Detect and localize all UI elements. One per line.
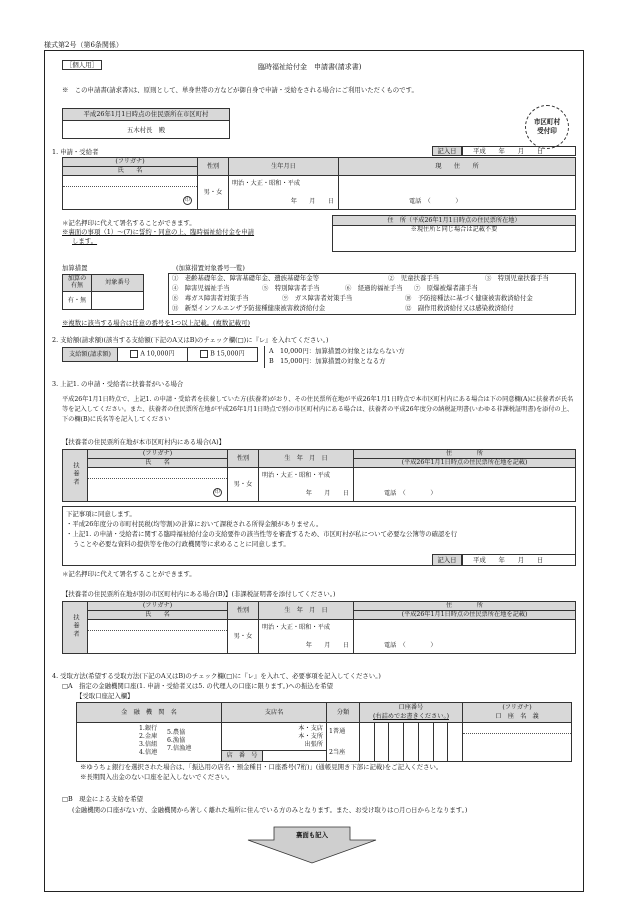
address-field[interactable]	[339, 176, 576, 210]
col-sex: 性別	[228, 602, 259, 620]
sex-field[interactable]: 男・女	[198, 176, 229, 210]
addressee-header: 平成26年1月1日時点の住民票所在市区町村	[63, 109, 229, 121]
addition-item-11: ⑪ 新型インフルエンザ予防接種健康被害救済給付金	[172, 304, 326, 312]
supporter-label: 扶養者	[63, 602, 88, 654]
section4-heading: 4. 受取方法(希望する受取方法(下記のA又はB)のチェック欄(□)に『レ』を入れて、必要事項を記入してください。)	[52, 672, 381, 680]
supporter-b-heading: 【扶養者の住民票所在地が別の市区町村内にある場合(B)】(非課税証明書を添付してください。)	[62, 590, 336, 598]
back-note: ※裏面の事項（1）～(7)に誓約・同意の上、臨時福祉給付金を申請	[62, 228, 255, 236]
addressee-box	[62, 108, 230, 139]
birth-field[interactable]	[229, 176, 339, 210]
col-address: 現 住 所	[339, 158, 576, 176]
consent-line-3: ・上記1. の申請・受給者に関する臨時福祉給付金の支給要件の該当性等を審査するため、市区町村が私について必要な公簿等の確認を行	[66, 530, 458, 538]
col-birth: 生 年 月 日	[259, 602, 354, 620]
usage-notice: ※ この申請書(請求書)は、原則として、単身世帯の方などが御自身で申請・受給をされる場合にご利用いただくものです。	[62, 86, 418, 94]
supporter-address-field[interactable]	[354, 468, 576, 502]
amount-note-a: A 10,000円：加算措置の対象とはならない方	[269, 347, 405, 355]
amount-option-b[interactable]	[187, 348, 257, 362]
account-heading: 【受取口座記入欄】	[76, 692, 134, 700]
supporter-birth-field[interactable]	[259, 468, 354, 502]
branch-number-label: 店 番 号	[222, 751, 263, 761]
bank-name-field[interactable]: 1.銀行 2.金庫 3.信組 4.信連 5.農協 6.漁協 7.信漁連	[77, 723, 222, 762]
account-holder-field[interactable]	[463, 723, 572, 762]
addition-item-12: ⑫ 副作用救済給付又は感染救済給付	[405, 304, 514, 312]
entry-date-label: 記入日	[432, 554, 462, 566]
supporter-sex-field[interactable]: 男・女	[228, 468, 259, 502]
amount-option-a[interactable]	[118, 348, 188, 362]
entry-date-field[interactable]: 平成 年 月 日	[462, 146, 576, 156]
section2-heading: 2. 支給額(請求額)(該当する支給額(下記のA又はB)のチェック欄(□)に『レ』を入れてください。)	[52, 336, 329, 344]
addition-item-10: ⑩ 予防接種法に基づく健康被害救済給付金	[405, 294, 533, 302]
supporter-b-table	[62, 601, 576, 654]
col-sex: 性別	[228, 450, 259, 468]
entry-date-label: 記入日	[432, 146, 462, 156]
col-birth: 生 年 月 日	[259, 450, 354, 468]
resident-address-table	[332, 215, 576, 252]
supporter-b-sex-field[interactable]: 男・女	[228, 620, 259, 654]
col-bank: 金 融 機 関 名	[77, 703, 222, 723]
supporter-b-address-field[interactable]	[354, 620, 576, 654]
col-address-sub: (平成26年1月1日時点の住民票所在地を記載)	[354, 459, 576, 468]
resident-field[interactable]	[333, 226, 576, 252]
col-furigana: (フリガナ)	[88, 450, 228, 459]
addition-note: ※複数に該当する場合は任意の番号を1つ以上記載。(複数記載可)	[62, 319, 250, 327]
sign-note: ＊記名押印に代えて署名することができます。	[62, 219, 196, 227]
col-account-number: 口座番号 (右詰めでお書きください。)	[360, 703, 463, 723]
col-branch: 支店名	[222, 703, 327, 723]
addition-item-5: ⑤ 特別障害者手当	[262, 284, 320, 292]
amount-notes	[264, 346, 414, 368]
applicant-table	[62, 157, 576, 210]
col-name: 氏 名	[63, 167, 198, 176]
col-holder: (フリガナ) 口 座 名 義	[463, 703, 572, 723]
branch-name-field[interactable]: 本・支店 本・支所 出張所 店 番 号	[222, 723, 327, 762]
col-sex: 性別	[198, 158, 229, 176]
account-type-field[interactable]: 1普通 2当座	[327, 723, 360, 762]
section1-heading: 1. 申請・受給者	[52, 148, 99, 156]
col-target-number: 対象番号	[92, 275, 144, 292]
addition-item-4: ④ 障害児福祉手当	[172, 284, 230, 292]
phone-label: 電話 （ ）	[409, 198, 462, 206]
amount-table	[62, 347, 258, 362]
addition-item-2: ② 児童扶養手当	[388, 274, 440, 282]
era-options: 明治・大正・昭和・平成	[262, 472, 331, 479]
option-b-note: (金融機関の口座がない方、金融機関から著しく離れた場所に住んでいる方のみとなります。また、お受け取りは○月○日からとなります。)	[72, 806, 468, 814]
account-table	[76, 702, 572, 762]
col-name: 氏 名	[88, 459, 228, 468]
resident-note: ※現住所と同じ場合は記載不要	[410, 226, 498, 233]
seal-mark: 印	[184, 197, 190, 203]
col-furigana: (フリガナ)	[63, 158, 198, 167]
supporter-name-field[interactable]	[88, 468, 228, 502]
birth-ymd: 年 月 日	[305, 490, 349, 498]
supporter-a-table	[62, 449, 576, 502]
col-furigana: (フリガナ)	[88, 602, 228, 611]
addition-item-3: ③ 特別児童扶養手当	[485, 274, 549, 282]
personal-tag: ［個人用］	[62, 60, 102, 70]
birth-ymd: 年 月 日	[290, 198, 334, 206]
addition-item-6: ⑥ 経過的福祉手当	[345, 284, 403, 292]
col-address: 住 所	[354, 450, 576, 459]
sign-note: ＊記名押印に代えて署名することができます。	[62, 570, 196, 578]
col-has-addition: 加算の有無	[63, 275, 92, 292]
back-note-cont: します。	[72, 237, 98, 245]
name-field[interactable]	[63, 176, 198, 210]
addition-yesno[interactable]: 有・無	[63, 292, 92, 310]
phone-label: 電話 （ ）	[384, 490, 437, 498]
consent-line-4: うことや必要な資料の提供等を他の行政機関等に求めることに同意します。	[73, 540, 290, 548]
reception-stamp	[525, 105, 569, 149]
addition-heading: 加算措置	[62, 264, 88, 272]
entry-date-field[interactable]: 平成 年 月 日	[462, 554, 576, 566]
section3-heading: 3. 上記1. の申請・受給者に扶養者がいる場合	[52, 380, 184, 388]
addressee-name: 五木村長 殿	[126, 126, 166, 134]
supporter-b-name-field[interactable]	[88, 620, 228, 654]
era-options: 明治・大正・昭和・平成	[232, 180, 301, 187]
supporter-label: 扶養者	[63, 450, 88, 502]
target-number-field[interactable]	[92, 292, 144, 310]
consent-line-1: 下記事項に同意します。	[66, 510, 136, 518]
addition-item-9: ⑨ ガス障害者対策手当	[282, 294, 353, 302]
seal-mark: 印	[214, 489, 220, 495]
col-address-sub: (平成26年1月1日時点の住民票所在地を記載)	[354, 611, 576, 620]
col-address: 住 所	[354, 602, 576, 611]
amount-label: 支給額(請求額)	[63, 348, 118, 362]
amount-note-b: B 15,000円：加算措置の対象となる方	[269, 357, 386, 365]
addition-item-1: ① 老齢基礎年金、障害基礎年金、遺族基礎年金等	[172, 274, 319, 282]
supporter-a-heading: 【扶養者の住民票所在地が本市区町村内にある場合(A)】	[62, 438, 225, 446]
section3-paragraph: 平成26年1月1日時点で、上記1. の申請・受給者を扶養していた方(扶養者)がおり、その住民票所在地が平成26年1月1日時点で本市区町村内にある場合は下の同意欄(A)に扶養者が氏名等を記入してください。また、扶養者の住民票所在地が平成26年1月1日時点で別の市区町村内にある場合は、扶養者の平成26年度分の納税証明書(いわゆる非課税証明書)を添付の上、下の欄(B)に氏名等を記入してください	[62, 396, 574, 423]
addition-list-title: (加算措置対象番号一覧)	[176, 264, 245, 272]
checkbox-icon[interactable]	[200, 350, 208, 358]
addition-item-7: ⑦ 原爆被爆者諸手当	[414, 284, 478, 292]
account-number-field[interactable]	[360, 723, 463, 762]
addition-table	[62, 274, 144, 310]
stamp-label: 市区町村 受付印	[533, 118, 561, 135]
amount-a-label: A 10,000円	[140, 350, 175, 358]
col-birth: 生年月日	[229, 158, 339, 176]
checkbox-icon[interactable]	[130, 350, 138, 358]
amount-b-label: B 15,000円	[210, 350, 245, 358]
phone-label: 電話 （ ）	[384, 642, 437, 650]
supporter-b-birth-field[interactable]	[259, 620, 354, 654]
col-type: 分類	[327, 703, 360, 723]
longterm-note: ※長期間入出金のない口座を記入しないでください。	[80, 773, 234, 781]
addition-item-8: ⑧ 毒ガス障害者対策手当	[172, 294, 249, 302]
yucho-note: ※ゆうちょ銀行を選択された場合は、「振込用の店名・預金種目・口座番号(7桁)」(通帳見開き下部に記載)をご記入ください。	[80, 763, 443, 771]
back-side-label: 裏面も記入	[296, 831, 328, 839]
form-number: 様式第2号（第6条関係）	[44, 41, 123, 49]
consent-line-2: ・平成26年度分の市町村民税(均等割)の計算において課税される所得金額がありません。	[66, 520, 323, 528]
form-title: 臨時福祉給付金 申請書(請求書)	[258, 63, 362, 71]
era-options: 明治・大正・昭和・平成	[262, 624, 331, 631]
col-name: 氏 名	[88, 611, 228, 620]
receive-option-b[interactable]: □B 現金による支給を希望	[62, 795, 144, 803]
receive-option-a[interactable]: □A 指定の金融機関口座(1. 申請・受給者又は5. の代理人の口座に限ります。)への振込を希望	[62, 682, 334, 690]
resident-header: 住 所（平成26年1月1日時点の住民票所在地）	[333, 216, 576, 226]
birth-ymd: 年 月 日	[305, 642, 349, 650]
